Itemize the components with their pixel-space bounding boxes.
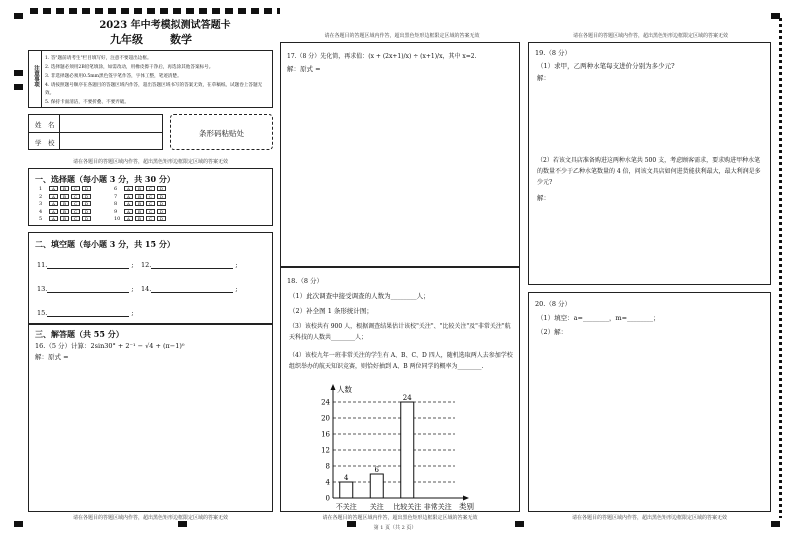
- mc-row-3: [39, 201, 93, 207]
- mc-row-9: [114, 209, 168, 215]
- q14-num: 14.: [141, 285, 152, 293]
- q19-title: 19.（8 分）: [535, 49, 572, 57]
- mc-option-3-C[interactable]: C: [71, 201, 80, 206]
- q15-label: 15. ;: [37, 309, 134, 317]
- q16-answer-area[interactable]: [33, 361, 269, 509]
- mc-row-6: [114, 186, 168, 192]
- section2-box: [28, 232, 273, 324]
- q19-solution1-label: 解：: [537, 74, 550, 82]
- mc-number: 2: [39, 193, 43, 200]
- mc-number: 7: [114, 193, 118, 200]
- corner-mark-ml2: [14, 84, 23, 90]
- subject-label: 数学: [170, 33, 192, 46]
- mc-option-6-B[interactable]: B: [135, 186, 144, 191]
- mc-option-7-B[interactable]: B: [135, 194, 144, 199]
- mc-option-10-B[interactable]: B: [135, 216, 144, 221]
- q20-answer-area[interactable]: [533, 337, 767, 507]
- mc-option-10-A[interactable]: A: [124, 216, 133, 221]
- mc-number: 3: [39, 201, 43, 207]
- mc-number: 1: [39, 186, 43, 192]
- q19-part1: （1）求甲，乙两种水笔每支进价分别为多少元?: [537, 62, 675, 70]
- q12-num: 12.: [141, 261, 152, 269]
- section2-title: 二、填空题（每小题 3 分，共 15 分）: [35, 239, 175, 249]
- corner-mark-br: [771, 521, 780, 527]
- mc-option-3-B[interactable]: B: [60, 201, 69, 206]
- mc-option-7-A[interactable]: A: [124, 194, 133, 199]
- bar-value-label: 6: [374, 466, 379, 474]
- bar-value-label: 4: [344, 474, 349, 482]
- page-number: 第 1 页（共 2 页）: [373, 525, 417, 531]
- q17-box: [280, 42, 520, 267]
- corner-mark-ml: [14, 70, 23, 76]
- y-axis-label: 人数: [337, 385, 352, 394]
- corner-mark-bm1: [178, 521, 187, 527]
- section1-box: [28, 168, 273, 226]
- mc-option-10-C[interactable]: C: [146, 216, 155, 221]
- q12-blank[interactable]: [151, 268, 233, 269]
- q15-num: 15.: [37, 309, 48, 317]
- y-axis-arrow: [331, 384, 336, 390]
- bar: [401, 402, 414, 498]
- x-tick-label: 比较关注: [393, 503, 422, 510]
- notice-item-2: 2. 选择题必须用2B铅笔填涂，如需改动，用橡皮擦干净后，再选涂其他答案标号。: [45, 65, 214, 70]
- y-tick-label: 4: [325, 478, 330, 487]
- q16-text: 16.（5 分）计算：2sin30° + 2⁻¹ − √4 + (π−1)⁰: [35, 342, 185, 350]
- q20-part1: （1）填空：a=________，m=________；: [537, 314, 660, 322]
- exam-title: 2023 年中考模拟测试答题卡: [99, 20, 231, 31]
- q17-solution-label: 解：原式 =: [287, 65, 321, 73]
- school-field[interactable]: [60, 133, 162, 149]
- q13-num: 13.: [37, 285, 48, 293]
- mc-option-7-C[interactable]: C: [146, 194, 155, 199]
- q18-box: [280, 267, 520, 512]
- mc-option-4-D[interactable]: D: [82, 209, 91, 214]
- y-tick-label: 12: [321, 446, 330, 455]
- y-tick-label: 0: [325, 494, 330, 503]
- mc-number: 8: [114, 201, 118, 207]
- left-footer-warning: 请在各题目的答题区域内作答，超出黑色矩形边框限定区域的答案无效: [72, 515, 228, 521]
- barcode-area: [170, 114, 273, 150]
- mc-option-2-A[interactable]: A: [49, 194, 58, 199]
- notice-label: 注意事项: [33, 65, 39, 87]
- mc-option-6-A[interactable]: A: [124, 186, 133, 191]
- mc-row-10: [114, 216, 168, 222]
- mc-option-10-D[interactable]: D: [157, 216, 166, 221]
- q14-label: 14. ;: [141, 285, 238, 293]
- name-field[interactable]: [60, 115, 162, 132]
- mc-option-3-D[interactable]: D: [82, 201, 91, 206]
- school-label: 学 校: [35, 139, 55, 147]
- bar: [340, 482, 353, 498]
- mc-option-5-B[interactable]: B: [60, 216, 69, 221]
- mc-option-5-D[interactable]: D: [82, 216, 91, 221]
- q19-part2: （2）若该文具店准备购进这两种水笔共 500 支，考虑顾客需求，要求购进甲种水笔的数量不少于乙种水笔数量的 4 倍，问该文具店如何进货能获利最大，最大利润是多少元?: [537, 157, 761, 186]
- barcode-label: 条形码粘贴处: [199, 129, 244, 138]
- mid-footer-warning: 请在各题目的答题区域内作答，超出黑色矩形边框限定区域的答案无效: [322, 515, 478, 521]
- x-axis-arrow: [463, 496, 469, 501]
- mc-option-1-A[interactable]: A: [49, 186, 58, 191]
- x-tick-label: 关注: [369, 503, 384, 510]
- q11-blank[interactable]: [47, 268, 129, 269]
- mc-number: 10: [114, 216, 121, 222]
- mc-number: 6: [114, 186, 118, 192]
- x-tick-label: 非常关注: [423, 503, 452, 510]
- mc-row-4: [39, 209, 93, 215]
- mc-row-1: [39, 186, 93, 192]
- section3-box: [28, 324, 273, 512]
- q18-part1: （1）此次调查中接受调查的人数为________人；: [289, 292, 430, 300]
- mc-option-9-C[interactable]: C: [146, 209, 155, 214]
- name-label: 姓 名: [35, 121, 55, 129]
- x-axis-label: 类别: [459, 502, 474, 510]
- q19-solution2-label: 解：: [537, 194, 550, 202]
- mc-option-5-A[interactable]: A: [49, 216, 58, 221]
- left-col-warning: 请在各题目的答题区域内作答，超出黑色矩形边框限定区域的答案无效: [72, 159, 228, 165]
- mc-option-2-D[interactable]: D: [82, 194, 91, 199]
- student-info-box: [28, 114, 163, 150]
- mc-option-9-B[interactable]: B: [135, 209, 144, 214]
- mc-option-2-C[interactable]: C: [71, 194, 80, 199]
- q13-label: 13. ;: [37, 285, 134, 293]
- survey-bar-chart: [311, 384, 501, 510]
- notice-item-5: 5. 保持卡面清洁，不要折叠、不要弄破。: [45, 100, 129, 105]
- mc-option-9-A[interactable]: A: [124, 209, 133, 214]
- right-col-warning: 请在各题目的答题区域内作答，超出黑色矩形边框限定区域的答案无效: [572, 33, 728, 39]
- q18-title: 18.（8 分）: [287, 277, 324, 285]
- q20-part2: （2）解：: [537, 328, 568, 336]
- corner-mark-tl: [14, 13, 23, 19]
- q19-answer-area-2[interactable]: [533, 203, 767, 281]
- mc-option-3-A[interactable]: A: [49, 201, 58, 206]
- notice-divider: [41, 51, 42, 107]
- mc-option-4-A[interactable]: A: [49, 209, 58, 214]
- bar: [370, 474, 383, 498]
- q13-blank[interactable]: [47, 292, 129, 293]
- mc-option-1-D[interactable]: D: [82, 186, 91, 191]
- y-tick-label: 16: [321, 430, 330, 439]
- q19-answer-area-1[interactable]: [533, 83, 767, 148]
- y-tick-label: 8: [325, 462, 330, 471]
- right-dash-bar: [779, 18, 782, 518]
- mc-option-8-A[interactable]: A: [124, 201, 133, 206]
- mc-row-5: [39, 216, 93, 222]
- mid-col-warning: 请在各题目的答题区域内作答，超出黑色矩形边框限定区域的答案无效: [324, 33, 480, 39]
- notice-item-1: 1. 答"题前请考生"栏目填写好，注意不要超出边框。: [45, 56, 152, 61]
- bar-value-label: 24: [402, 394, 412, 402]
- q18-part4: （4）该校九年一班非常关注的学生有 A、B、C、D 四人，随机选取两人去参加学校组织举办的航天知识竞赛，则恰好抽到 A、B 两位同学的概率为________.: [289, 352, 513, 370]
- notice-item-3: 3. 非选择题必须用0.5mm黑色签字笔作答，字体工整，笔迹清楚。: [45, 74, 182, 79]
- mc-option-2-B[interactable]: B: [60, 194, 69, 199]
- mc-option-4-C[interactable]: C: [71, 209, 80, 214]
- y-tick-label: 24: [321, 398, 330, 407]
- mc-row-7: [114, 194, 168, 200]
- right-footer-warning: 请在各题目的答题区域内作答，超出黑色矩形边框限定区域的答案无效: [571, 515, 727, 521]
- q20-title: 20.（8 分）: [535, 300, 572, 308]
- q18-part3: （3）该校共有 900 人，根据调查结果估计该校"关注"、"比较关注"及"非常关注"航天科技的人数共________人；: [289, 323, 511, 341]
- mc-option-7-D[interactable]: D: [157, 194, 166, 199]
- q11-num: 11.: [37, 261, 48, 269]
- corner-mark-bm3: [515, 521, 524, 527]
- mc-option-1-C[interactable]: C: [71, 186, 80, 191]
- mc-row-2: [39, 194, 93, 200]
- q17-text: 17.（8 分）先化简，再求值：(x + (2x+1)/x) ÷ (x+1)/x，其中 x=2.: [287, 53, 477, 60]
- y-tick-label: 20: [321, 414, 330, 423]
- mc-option-6-D[interactable]: D: [157, 186, 166, 191]
- section1-title: 一、选择题（每小题 3 分，共 30 分）: [35, 174, 175, 184]
- section3-title: 三、解答题（共 55 分）: [35, 329, 124, 339]
- q15-blank[interactable]: [47, 316, 129, 317]
- mc-option-4-B[interactable]: B: [60, 209, 69, 214]
- q18-part2: （2）补全图 1 条形统计图；: [289, 307, 373, 315]
- mc-number: 4: [39, 208, 43, 215]
- mc-option-6-C[interactable]: C: [146, 186, 155, 191]
- q16-solution-label: 解：原式 =: [35, 353, 69, 361]
- corner-mark-bl: [14, 521, 23, 527]
- mc-option-8-C[interactable]: C: [146, 201, 155, 206]
- mc-option-9-D[interactable]: D: [157, 209, 166, 214]
- q14-blank[interactable]: [151, 292, 233, 293]
- notice-box: [28, 50, 273, 108]
- grade-label: 九年级: [110, 33, 143, 46]
- q11-label: 11. ;: [37, 261, 134, 269]
- mc-option-8-D[interactable]: D: [157, 201, 166, 206]
- mc-option-8-B[interactable]: B: [135, 201, 144, 206]
- q19-box: [528, 42, 771, 285]
- mc-number: 9: [114, 208, 118, 215]
- q20-box: [528, 292, 771, 512]
- q17-answer-area[interactable]: [285, 73, 515, 263]
- q12-label: 12. ;: [141, 261, 238, 269]
- mc-option-1-B[interactable]: B: [60, 186, 69, 191]
- mc-number: 5: [39, 216, 43, 222]
- top-dash-bar: [30, 8, 280, 14]
- mc-option-5-C[interactable]: C: [71, 216, 80, 221]
- notice-item-4: 4. 请按照题号顺序在各题目的答题区域内作答，超出答题区域书写的答案无效，在草稿纸、试题卷上答题无效。: [45, 83, 263, 96]
- mc-row-8: [114, 201, 168, 207]
- x-tick-label: 不关注: [335, 503, 357, 510]
